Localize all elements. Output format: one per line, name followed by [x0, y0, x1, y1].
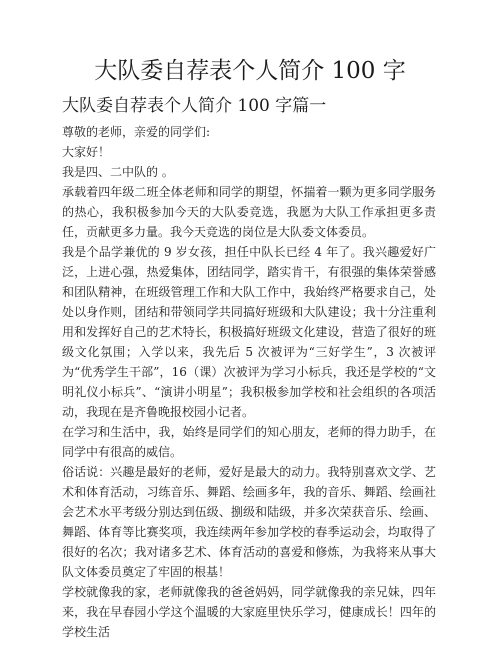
paragraph-profile: 我是个品学兼优的 9 岁女孩，担任中队长已经 4 年了。我兴趣爱好广泛，上进心强，热爱集体，团结同学，踏实肯干，有很强的集体荣誉感和团队精神，在班级管理工作和大队工作中，我始终严格要求自己，处处以身作则，团结和带领同学共同搞好班级和大队建设；我十分注重利用和发挥好自己的艺术特长，积极搞好班级文化建设，营造了很好的班级文化氛围；入学以来，我先后 5 次被评为“三好学生”，3 次被评为“优秀学生干部”，16（课）次被评为学习小标兵，我还是学校的“文明礼仪小标兵”、“演讲小明星”；我积极参加学校和社会组织的各项活动，我现在是齐鲁晚报校园小记者。	[62, 245, 436, 419]
document-title: 大队委自荐表个人简介 100 字	[94, 58, 406, 84]
section-heading: 大队委自荐表个人简介 100 字篇一	[62, 96, 327, 116]
paragraph-purpose: 承载着四年级二班全体老师和同学的期望，怀揣着一颗为更多同学服务的热心，我积极参加今天的大队委竞选，我愿为大队工作承担更多责任，贡献更多力量。我今天竞选的岗位是大队委文体委员。	[62, 185, 436, 239]
document-body	[62, 122, 436, 642]
paragraph-life: 在学习和生活中，我，始终是同学们的知心朋友，老师的得力助手，在同学中有很高的威信。	[62, 425, 436, 459]
paragraph-hello: 大家好！	[62, 145, 111, 159]
paragraph-school: 学校就像我的家，老师就像我的爸爸妈妈，同学就像我的亲兄妹，四年来，我在早春园小学这个温暖的大家庭里快乐学习，健康成长！四年的学校生活	[62, 585, 436, 639]
paragraph-hobbies: 俗话说：兴趣是最好的老师，爱好是最大的动力。我特别喜欢文学、艺术和体育活动，习练音乐、舞蹈、绘画多年，我的音乐、舞蹈、绘画社会艺术水平考级分别达到伍级、捌级和陆级，并多次荣获音乐、绘画、舞蹈、体育等比赛奖项，我连续两年参加学校的春季运动会，均取得了很好的名次；我对诸多艺术、体育活动的喜爱和修炼，为我将来从事大队文体委员奠定了牢固的根基！	[62, 465, 436, 579]
paragraph-greeting: 尊敬的老师，亲爱的同学们:	[62, 125, 211, 139]
paragraph-intro: 我是四、二中队的 。	[62, 165, 174, 179]
